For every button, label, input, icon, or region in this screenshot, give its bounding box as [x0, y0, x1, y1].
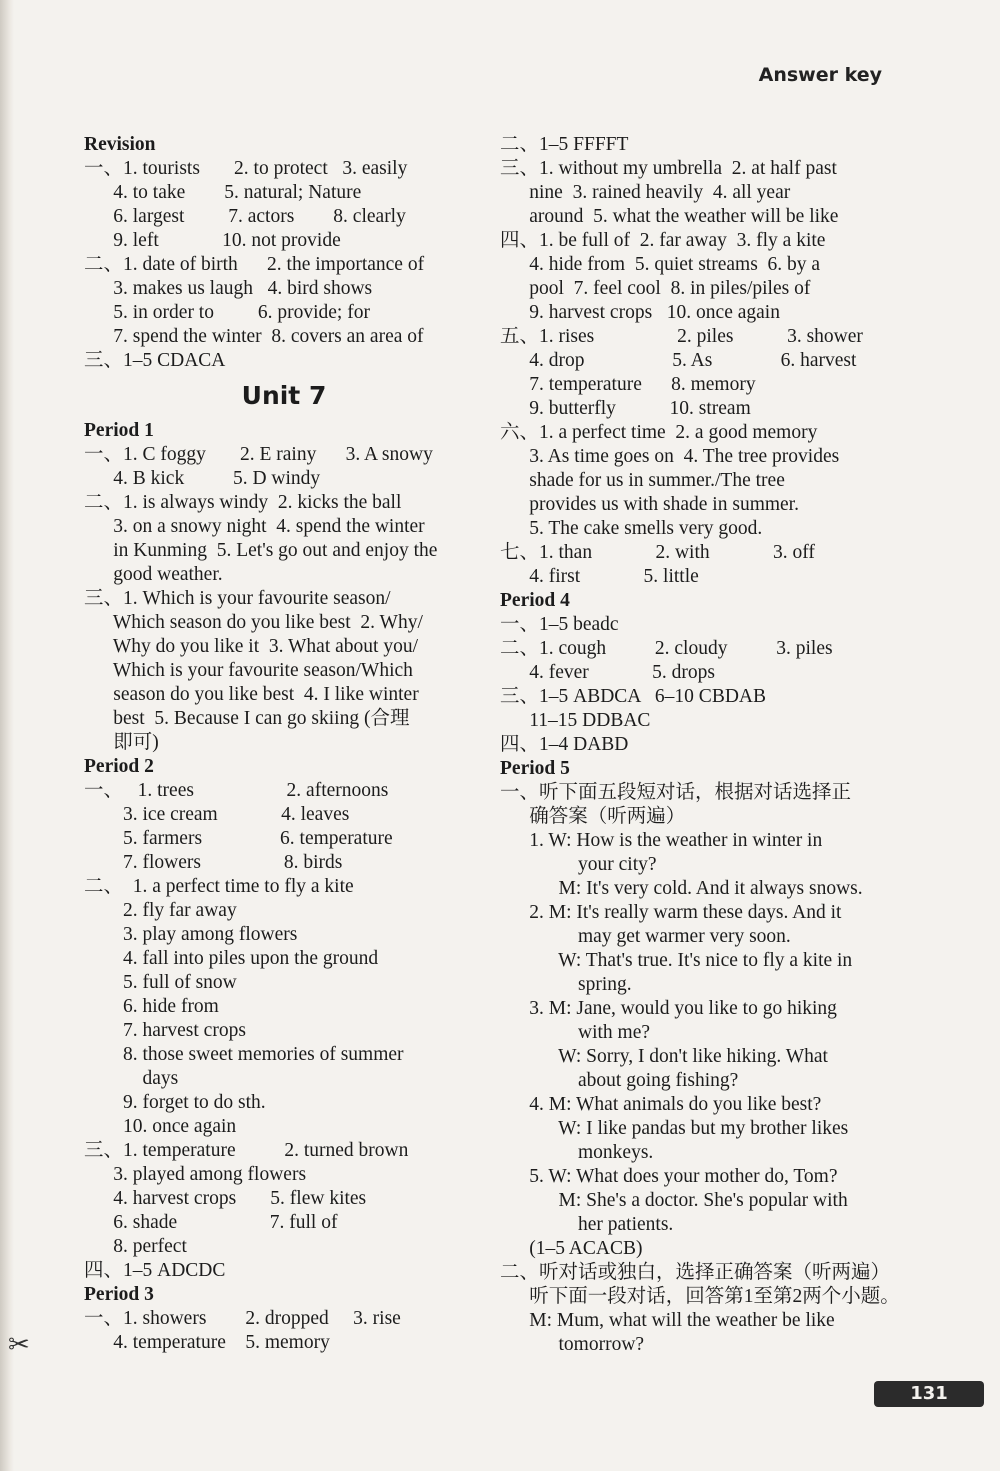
answer-line: tomorrow? [500, 1334, 645, 1355]
answer-line: 二、听对话或独白，选择正确答案（听两遍） [500, 1262, 891, 1283]
page-header: Answer key [758, 64, 882, 86]
answer-line: 5. W: What does your mother do, Tom? [500, 1166, 838, 1187]
answer-line: 六、1. a perfect time 2. a good memory [500, 422, 818, 443]
answer-line: best 5. Because I can go skiing (合理 [84, 708, 410, 729]
answer-line: her patients. [500, 1214, 674, 1235]
section-heading: Revision [84, 134, 156, 155]
section-heading: Period 1 [84, 420, 154, 441]
answer-line: (1–5 ACACB) [500, 1238, 643, 1259]
answer-line: 一、1. showers 2. dropped 3. rise [84, 1308, 401, 1329]
answer-line: M: Mum, what will the weather be like [500, 1310, 835, 1331]
answer-line: 二、 1. a perfect time to fly a kite [84, 876, 354, 897]
answer-line: 听下面一段对话，回答第1至第2两个小题。 [500, 1286, 900, 1307]
answer-line: nine 3. rained heavily 4. all year [500, 182, 791, 203]
answer-line: 二、1. date of birth 2. the importance of [84, 254, 425, 275]
answer-line: 4. to take 5. natural; Nature [84, 182, 362, 203]
answer-line: M: She's a doctor. She's popular with [500, 1190, 848, 1211]
answer-line: about going fishing? [500, 1070, 739, 1091]
answer-line: 4. harvest crops 5. flew kites [84, 1188, 367, 1209]
answer-line: 9. butterfly 10. stream [500, 398, 751, 419]
answer-line: 三、1. temperature 2. turned brown [84, 1140, 409, 1161]
answer-line: your city? [500, 854, 657, 875]
answer-line: 4. fever 5. drops [500, 662, 716, 683]
answer-line: 3. M: Jane, would you like to go hiking [500, 998, 837, 1019]
answer-line: 4. hide from 5. quiet streams 6. by a [500, 254, 821, 275]
answer-line: Which is your favourite season/Which [84, 660, 413, 681]
page-spine-shadow [0, 0, 14, 1471]
answer-line: 三、1. without my umbrella 2. at half past [500, 158, 837, 179]
section-heading: Period 5 [500, 758, 570, 779]
right-column [500, 133, 900, 1357]
answer-line: shade for us in summer./The tree [500, 470, 785, 491]
answer-line: 3. play among flowers [84, 924, 298, 945]
answer-line: 3. As time goes on 4. The tree provides [500, 446, 840, 467]
answer-line: 8. perfect [84, 1236, 187, 1257]
answer-line: 一、1. C foggy 2. E rainy 3. A snowy [84, 444, 433, 465]
answer-line: Which season do you like best 2. Why/ [84, 612, 423, 633]
answer-line: season do you like best 4. I like winter [84, 684, 419, 705]
answer-line: 3. ice cream 4. leaves [84, 804, 350, 825]
answer-line: may get warmer very soon. [500, 926, 791, 947]
answer-line: 2. M: It's really warm these days. And it [500, 902, 842, 923]
answer-line: 3. on a snowy night 4. spend the winter [84, 516, 425, 537]
answer-line: 9. forget to do sth. [84, 1092, 266, 1113]
answer-line: 4. B kick 5. D windy [84, 468, 321, 489]
answer-line: provides us with shade in summer. [500, 494, 799, 515]
answer-line: days [84, 1068, 179, 1089]
answer-line: monkeys. [500, 1142, 654, 1163]
answer-line: 三、1. Which is your favourite season/ [84, 588, 391, 609]
answer-line: 6. largest 7. actors 8. clearly [84, 206, 406, 227]
answer-line: in Kunming 5. Let's go out and enjoy the [84, 540, 438, 561]
answer-line: M: It's very cold. And it always snows. [500, 878, 863, 899]
answer-line: 9. left 10. not provide [84, 230, 341, 251]
answer-line: 五、1. rises 2. piles 3. shower [500, 326, 863, 347]
answer-line: 10. once again [84, 1116, 237, 1137]
answer-line: 即可) [84, 732, 159, 753]
answer-line: 7. temperature 8. memory [500, 374, 756, 395]
page-number: 131 [874, 1381, 984, 1407]
answer-line: 9. harvest crops 10. once again [500, 302, 780, 323]
answer-line: 一、1. tourists 2. to protect 3. easily [84, 158, 408, 179]
answer-line: W: I like pandas but my brother likes [500, 1118, 849, 1139]
scissors-icon: ✂ [8, 1330, 30, 1360]
answer-line: 一、听下面五段短对话，根据对话选择正 [500, 782, 852, 803]
answer-line: 四、1–4 DABD [500, 734, 629, 755]
answer-line: pool 7. feel cool 8. in piles/piles of [500, 278, 811, 299]
answer-line: 5. farmers 6. temperature [84, 828, 393, 849]
answer-line: 三、1–5 CDACA [84, 350, 226, 371]
answer-line: 5. full of snow [84, 972, 237, 993]
answer-line: 7. flowers 8. birds [84, 852, 343, 873]
answer-line: 四、1–5 ADCDC [84, 1260, 226, 1281]
answer-line: 3. played among flowers [84, 1164, 307, 1185]
answer-line: 三、1–5 ABDCA 6–10 CBDAB [500, 686, 766, 707]
answer-line: good weather. [84, 564, 223, 585]
section-heading: Period 3 [84, 1284, 154, 1305]
answer-line: W: Sorry, I don't like hiking. What [500, 1046, 828, 1067]
answer-line: 一、 1. trees 2. afternoons [84, 780, 389, 801]
answer-line: 一、1–5 beadc [500, 614, 619, 635]
answer-line: 5. The cake smells very good. [500, 518, 763, 539]
section-heading: Period 4 [500, 590, 570, 611]
answer-line: 七、1. than 2. with 3. off [500, 542, 815, 563]
answer-line: 11–15 DDBAC [500, 710, 651, 731]
answer-line: 3. makes us laugh 4. bird shows [84, 278, 373, 299]
answer-line: 8. those sweet memories of summer [84, 1044, 404, 1065]
answer-line: spring. [500, 974, 632, 995]
answer-line: 7. harvest crops [84, 1020, 246, 1041]
answer-line: Why do you like it 3. What about you/ [84, 636, 418, 657]
answer-line: 4. fall into piles upon the ground [84, 948, 379, 969]
answer-line: 4. first 5. little [500, 566, 699, 587]
answer-line: 二、1. is always windy 2. kicks the ball [84, 492, 402, 513]
left-column [84, 133, 484, 1355]
unit-title: Unit 7 [241, 381, 327, 410]
answer-line: 二、1–5 FFFFT [500, 134, 629, 155]
answer-line: 4. drop 5. As 6. harvest [500, 350, 857, 371]
answer-line: with me? [500, 1022, 651, 1043]
answer-line: 6. shade 7. full of [84, 1212, 338, 1233]
answer-line: 二、1. cough 2. cloudy 3. piles [500, 638, 833, 659]
answer-line: 1. W: How is the weather in winter in [500, 830, 823, 851]
answer-line: 5. in order to 6. provide; for [84, 302, 370, 323]
answer-line: 7. spend the winter 8. covers an area of [84, 326, 424, 347]
answer-line: 6. hide from [84, 996, 219, 1017]
answer-line: W: That's true. It's nice to fly a kite in [500, 950, 853, 971]
answer-line: around 5. what the weather will be like [500, 206, 839, 227]
answer-line: 确答案（听两遍） [500, 806, 686, 827]
answer-line: 4. temperature 5. memory [84, 1332, 330, 1353]
answer-line: 四、1. be full of 2. far away 3. fly a kite [500, 230, 826, 251]
answer-line: 4. M: What animals do you like best? [500, 1094, 822, 1115]
answer-line: 2. fly far away [84, 900, 237, 921]
section-heading: Period 2 [84, 756, 154, 777]
